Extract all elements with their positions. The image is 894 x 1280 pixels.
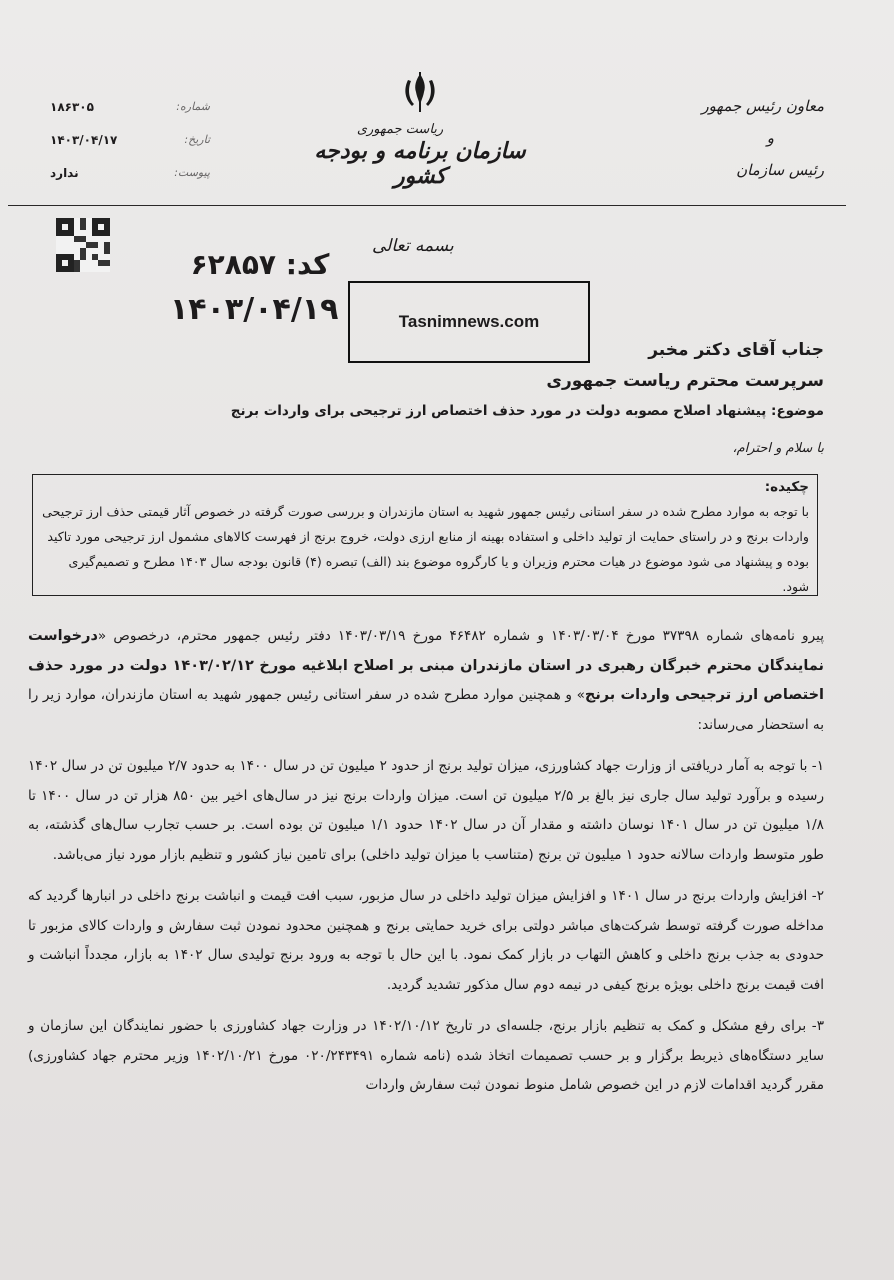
abstract-title: چکیده: [764,479,809,495]
paragraph-3: ۳- برای رفع مشکل و کمک به تنظیم بازار برنج، جلسه‌ای در تاریخ ۱۴۰۲/۱۰/۱۲ در وزارت جهاد کشاورزی با حضور نمایندگان این سازمان و سایر دستگاه‌های ذیربط برگزار و بر حسب تصمیمات اتخاذ شده (نامه شماره ۰۲۰/۲۴۳۴۹۱ مورخ ۱۴۰۲/۱۰/۲۱ وزیر محترم جهاد کشاورزی) مقرر گردید اقدامات لازم در این خصوص شامل منوط نمودن ثبت سفارش واردات [28,1018,824,1093]
header-divider [8,205,846,206]
addressee-title: سرپرست محترم ریاست جمهوری [546,371,824,391]
paragraph-1: ۱- با توجه به آمار دریافتی از وزارت جهاد کشاورزی، میزان تولید برنج از حدود ۲ میلیون تن در سال ۱۴۰۰ به حدود ۲/۷ میلیون تن در سال ۱۴۰۲ رسیده و برآورد تولید سال جاری نیز بالغ بر ۲/۵ میلیون تن است. میزان واردات برنج نیز در سال‌های اخیر بین ۸۵۰ هزار تن در سال ۱۴۰۰ تا ۱/۸ میلیون تن در سال ۱۴۰۱ نوسان داشته و مقدار آن در سال ۱۴۰۲ حدود ۱/۱ میلیون تن بوده است. بر حسب تجارب سال‌های گذشته، به طور متوسط واردات سالانه حدود ۱ میلیون تن برنج (متناسب با میزان تولید داخلی) برای تامین نیاز کشور و تنظیم بازار مورد نیاز می‌باشد. [28,758,825,863]
letter-meta [50,100,210,199]
letter-body [28,622,824,1113]
intro-paragraph: پیرو نامه‌های شماره ۳۷۳۹۸ مورخ ۱۴۰۳/۰۳/۰۴ و شماره ۴۶۴۸۲ مورخ ۱۴۰۳/۰۳/۱۹ دفتر رئیس جمهور محترم، درخصوص «درخواست نمایندگان محترم خبرگان رهبری در استان مازندران مبنی بر اصلاح ابلاغیه مورخ ۱۴۰۳/۰۲/۱۲ دولت در مورد حذف اختصاص ارز ترجیحی واردات برنج» و همچنین موارد مطرح شده در سفر استانی رئیس جمهور شهید به استان مازندران، موارد زیر را به استحضار می‌رساند: [28,628,825,733]
subject-line: موضوع: پیشنهاد اصلاح مصوبه دولت در مورد حذف اختصاص ارز ترجیحی برای واردات برنج [230,403,824,419]
abstract-box [32,474,818,596]
letterhead [300,70,540,189]
greeting: با سلام و احترام، [732,441,824,456]
iran-emblem-icon [398,70,442,114]
org-name: سازمان برنامه و بودجه کشور [314,139,526,189]
meta-attachment: پیوست: ندارد [50,166,210,180]
qr-code-icon [56,218,110,272]
sender-title-line1: معاون رئیس جمهور [701,97,824,115]
sender-title-line3: رئیس سازمان [736,161,824,179]
paragraph-2: ۲- افزایش واردات برنج در سال ۱۴۰۱ و افزایش میزان تولید داخلی در سال مزبور، سبب افت قیمت و انباشت برنج داخلی در انبارها گردید که مداخله صورت گرفته توسط شرکت‌های مباشر دولتی برای خرید حمایتی برنج و همچنین محدود نمودن ثبت سفارش و واردات کالای مزبور تا حدودی به جذب برنج داخلی و کاهش التهاب در بازار کمک نمود. با این حال با توجه به ورود برنج تولیدی سال ۱۴۰۲ به بازار، مجدداً انباشت و افت قیمت برنج داخلی بویژه برنج کیفی در نیمه دوم سال مذکور تشدید گردید. [28,888,824,993]
meta-number: شماره: ۱۸۶۳۰۵ [50,100,210,114]
abstract-text: با توجه به موارد مطرح شده در سفر استانی رئیس جمهور شهید به استان مازندران و بررسی صورت گرفته در خصوص آثار قیمتی حذف ارز ترجیحی واردات برنج و در راستای حمایت از تولید داخلی و استفاده بهینه از منابع ارزی دولت، خروج برنج از فهرست کالاهای مشمول ارز ترجیحی مورد تاکید بوده و پیشنهاد می شود موضوع در هیات محترم وزیران و یا کارگروه موضوع بند (الف) تبصره (۴) قانون بودجه سال ۱۴۰۳ مطرح و تصمیم‌گیری شود. [42,504,809,594]
meta-date: تاریخ: ۱۴۰۳/۰۴/۱۷ [50,133,210,147]
org-subtitle: ریاست جمهوری [356,122,444,137]
bismillah: بسمه تعالی [372,236,454,256]
handwritten-date: ۱۴۰۳/۰۴/۱۹ [170,292,339,327]
watermark-box: Tasnimnews.com [348,281,590,363]
sender-title [664,90,824,186]
addressee-name: جناب آقای دکتر مخبر [648,340,824,360]
sender-title-line2: و [766,129,774,147]
code-number: کد: ۶۲۸۵۷ [190,248,330,281]
